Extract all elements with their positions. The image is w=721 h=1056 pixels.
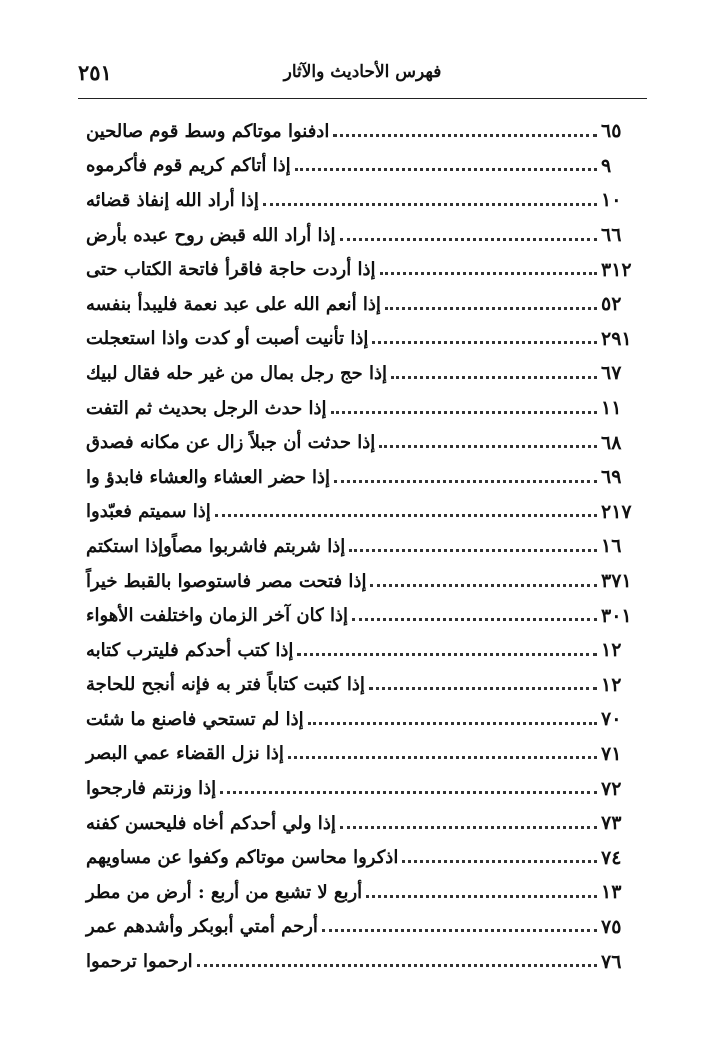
index-entry <box>78 598 645 633</box>
entry-page-number: ٧٣ <box>601 812 622 835</box>
index-entry <box>78 287 645 322</box>
entry-text: إذا أراد الله قبض روح عبده بأرض <box>86 224 336 246</box>
entry-page-number: ٣١٢ <box>601 258 632 281</box>
index-entry <box>78 183 645 218</box>
entry-page-number: ١٠ <box>601 189 622 212</box>
leader-dots <box>340 826 597 829</box>
leader-dots <box>352 618 597 621</box>
index-entry <box>78 356 645 391</box>
leader-dots <box>349 549 597 552</box>
entry-page-number: ٩ <box>601 154 612 177</box>
leader-dots <box>402 860 597 863</box>
index-entry <box>78 564 645 599</box>
entry-text: إذا حدثت أن جبلاً زال عن مكانه فصدق <box>86 432 376 454</box>
entry-page-number: ١١ <box>601 397 622 420</box>
entry-text: إذا كتب أحدكم فليترب كتابه <box>86 639 294 661</box>
index-entry <box>78 633 645 668</box>
entry-text: إذا أردت حاجة فاقرأ فاتحة الكتاب حتى <box>86 259 376 281</box>
entry-page-number: ٧٦ <box>601 950 622 973</box>
index-entry <box>78 529 645 564</box>
entry-page-number: ٧١ <box>601 742 622 765</box>
entry-page-number: ٧٠ <box>601 708 622 731</box>
leader-dots <box>369 687 597 690</box>
entry-page-number: ١٣ <box>601 881 622 904</box>
index-entry <box>78 910 645 945</box>
index-entry <box>78 840 645 875</box>
entry-page-number: ٦٧ <box>601 362 622 385</box>
entry-page-number: ٧٢ <box>601 777 622 800</box>
index-entry <box>78 149 645 184</box>
entry-text: أرحم أمتي أبوبكر وأشدهم عمر <box>86 916 318 938</box>
leader-dots <box>297 653 597 656</box>
leader-dots <box>372 341 597 344</box>
entry-text: إذا أتاكم كريم قوم فأكرموه <box>86 155 291 177</box>
entry-page-number: ٢١٧ <box>601 500 632 523</box>
entry-text: إذا ولي أحدكم أخاه فليحسن كفنه <box>86 812 336 834</box>
entry-text: إذا لم تستحي فاصنع ما شئت <box>86 708 304 730</box>
index-entry <box>78 114 645 149</box>
index-entry <box>78 737 645 772</box>
entry-text: إذا حضر العشاء والعشاء فابدؤ وا <box>86 466 330 488</box>
entry-page-number: ٧٥ <box>601 915 622 938</box>
index-entry <box>78 425 645 460</box>
leader-dots <box>380 272 597 275</box>
leader-dots <box>295 168 597 171</box>
page-header <box>78 62 647 98</box>
entry-page-number: ٦٨ <box>601 431 622 454</box>
entry-text: إذا نزل القضاء عمي البصر <box>86 743 284 765</box>
entry-page-number: ٣٧١ <box>601 570 632 593</box>
entry-text: إذا أنعم الله على عبد نعمة فليبدأ بنفسه <box>86 293 381 315</box>
leader-dots <box>366 895 597 898</box>
entry-page-number: ١٦ <box>601 535 622 558</box>
leader-dots <box>340 238 597 241</box>
entry-text: ادفنوا موتاكم وسط قوم صالحين <box>86 120 330 142</box>
entry-text: إذا كتبت كتاباً فتر به فإنه أنجح للحاجة <box>86 674 365 696</box>
entry-text: اذكروا محاسن موتاكم وكفوا عن مساويهم <box>86 847 399 869</box>
leader-dots <box>334 480 597 483</box>
index-entry <box>78 495 645 530</box>
index-entry <box>78 806 645 841</box>
header-divider <box>78 98 647 99</box>
page-number: ٢٥١ <box>78 60 112 85</box>
leader-dots <box>370 584 597 587</box>
leader-dots <box>385 307 597 310</box>
page-title: فهرس الأحاديث والآثار <box>283 62 442 82</box>
index-entry <box>78 771 645 806</box>
leader-dots <box>379 445 597 448</box>
leader-dots <box>288 756 597 759</box>
leader-dots <box>308 722 597 725</box>
entry-page-number: ٦٦ <box>601 224 622 247</box>
index-entry <box>78 460 645 495</box>
entry-page-number: ٢٩١ <box>601 327 632 350</box>
leader-dots <box>220 791 597 794</box>
leader-dots <box>263 203 597 206</box>
entry-text: إذا شربتم فاشربوا مصاًوإذا استكتم <box>86 535 346 557</box>
entry-text: إذا كان آخر الزمان واختلفت الأهواء <box>86 605 348 627</box>
entry-text: ارحموا ترحموا <box>86 951 193 973</box>
entry-page-number: ٣٠١ <box>601 604 632 627</box>
index-entry <box>78 322 645 357</box>
leader-dots <box>331 411 598 414</box>
index-entry <box>78 668 645 703</box>
index-entry <box>78 391 645 426</box>
entry-text: إذا فتحت مصر فاستوصوا بالقبط خيراً <box>86 570 367 592</box>
leader-dots <box>333 134 597 137</box>
entry-text: أربع لا تشبع من أربع : أرض من مطر <box>86 881 363 903</box>
entry-text: إذا سميتم فعبّدوا <box>86 501 211 523</box>
index-entry <box>78 702 645 737</box>
entry-text: إذا حدث الرجل بحديث ثم التفت <box>86 397 327 419</box>
leader-dots <box>322 929 597 932</box>
leader-dots <box>391 376 597 379</box>
entry-page-number: ٦٥ <box>601 120 622 143</box>
leader-dots <box>197 964 597 967</box>
hadith-index-list <box>78 114 645 979</box>
index-entry <box>78 252 645 287</box>
entry-text: إذا تأنيت أصبت أو كدت واذا استعجلت <box>86 328 369 350</box>
leader-dots <box>215 514 597 517</box>
index-entry <box>78 218 645 253</box>
entry-text: إذا حج رجل بمال من غير حله فقال لبيك <box>86 362 387 384</box>
entry-page-number: ٦٩ <box>601 466 622 489</box>
entry-text: إذا وزنتم فارجحوا <box>86 778 217 800</box>
index-entry <box>78 875 645 910</box>
entry-text: إذا أراد الله إنفاذ قضائه <box>86 189 259 211</box>
entry-page-number: ١٢ <box>601 673 622 696</box>
index-entry <box>78 944 645 979</box>
entry-page-number: ١٢ <box>601 639 622 662</box>
entry-page-number: ٧٤ <box>601 846 622 869</box>
entry-page-number: ٥٢ <box>601 293 622 316</box>
